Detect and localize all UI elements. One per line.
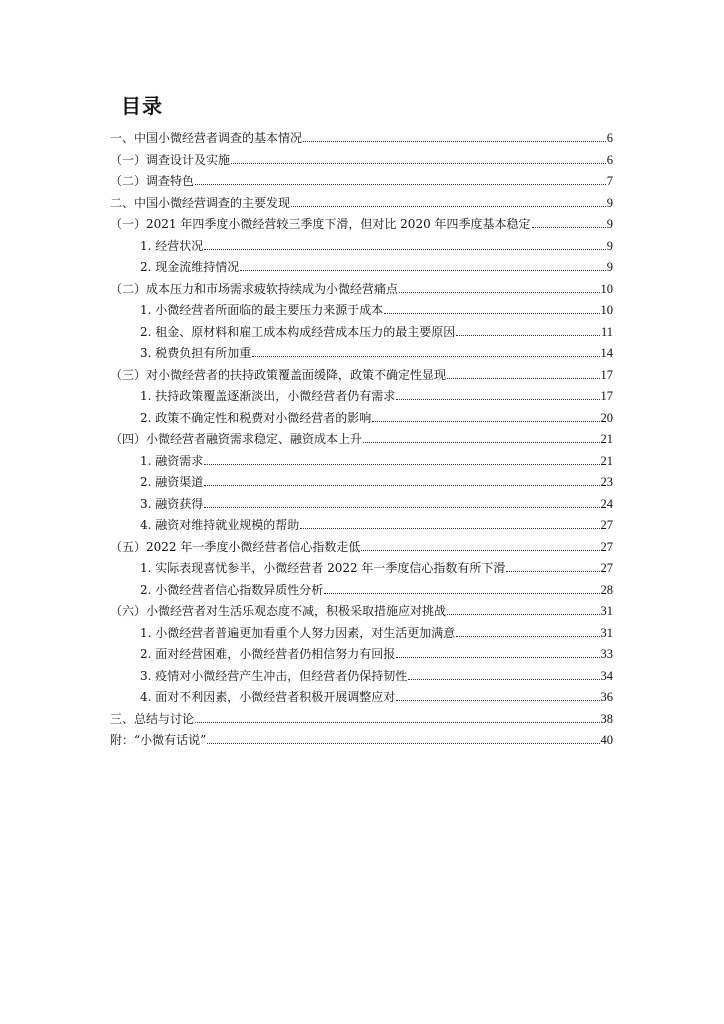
toc-entry[interactable] [110,730,613,748]
toc-page-number: 9 [606,195,613,210]
toc-dot-leader [396,657,599,658]
toc-entry[interactable] [140,257,613,275]
toc-entry-title: 2. 面对经营困难，小微经营者仍相信努力有回报 [140,647,396,661]
toc-entry[interactable] [110,601,613,619]
toc-page-number: 20 [600,410,613,425]
toc-entry-title: 二、中国小微经营调查的主要发现 [110,195,291,210]
toc-entry-title: 2. 融资渠道 [140,475,204,489]
toc-entry-title: 1. 扶持政策覆盖逐渐淡出，小微经营者仍有需求 [140,389,396,403]
toc-entry-title: （六）小微经营者对生活乐观态度不减，积极采取措施应对挑战 [110,604,447,618]
toc-dot-leader [291,206,606,207]
toc-page-number: 21 [600,432,613,446]
toc-entry-title: 1. 经营状况 [140,238,204,253]
toc-page-number: 17 [600,367,613,382]
toc-page-number: 36 [600,690,613,704]
toc-entry[interactable] [110,171,613,189]
toc-page-number: 17 [600,389,613,403]
toc-page-number: 31 [600,625,613,640]
toc-entry-title: 1. 小微经营者所面临的最主要压力来源于成本 [140,303,384,317]
toc-entry-title: （二）成本压力和市场需求疲软持续成为小微经营痛点 [110,281,399,296]
toc-entry[interactable] [140,580,613,598]
toc-dot-leader [195,722,599,723]
toc-dot-leader [447,614,599,615]
toc-page-number: 14 [600,346,613,360]
toc-entry-title: 附：“小微有话说” [110,733,207,747]
toc-page-number: 9 [606,238,613,253]
toc-entry[interactable] [140,386,613,404]
toc-entry[interactable] [110,429,613,447]
toc-dot-leader [324,593,599,594]
toc-entry[interactable] [110,193,613,211]
toc-dot-leader [456,636,599,637]
toc-entry-title: （二）调查特色 [110,174,195,188]
toc-dot-leader [408,679,599,680]
toc-page-number: 6 [606,131,613,145]
toc-page-number: 27 [600,539,613,554]
toc-entry[interactable] [140,666,613,684]
toc-dot-leader [207,743,599,744]
toc-dot-leader [204,249,605,250]
toc-entry-title: 2. 租金、原材料和雇工成本构成经营成本压力的最主要原因 [140,324,456,339]
toc-page-number: 34 [600,668,613,683]
toc-entry[interactable] [140,515,613,533]
toc-entry[interactable] [140,236,613,254]
toc-entry-title: （三）对小微经营者的扶持政策覆盖面缓降，政策不确定性显现 [110,367,447,382]
toc-dot-leader [204,485,599,486]
toc-entry-title: 一、中国小微经营者调查的基本情况 [110,131,303,145]
toc-dot-leader [372,421,599,422]
toc-dot-leader [361,550,599,551]
toc-page-number: 27 [600,518,613,532]
toc-entry[interactable] [110,279,613,297]
toc-dot-leader [384,313,599,314]
toc-entry[interactable] [140,687,613,705]
toc-entry-title: （一）调查设计及实施 [110,152,231,167]
toc-entry[interactable] [140,558,613,576]
toc-dot-leader [240,270,605,271]
toc-entry[interactable] [140,472,613,490]
toc-entry[interactable] [110,150,613,168]
toc-entry-title: 1. 实际表现喜忧参半，小微经营者 2022 年一季度信心指数有所下滑 [140,561,506,575]
toc-page-number: 23 [600,475,613,489]
toc-entry[interactable] [140,322,613,340]
toc-dot-leader [456,335,600,336]
toc-page-number: 6 [606,152,613,167]
toc-entry-title: 4. 融资对维持就业规模的帮助 [140,518,300,532]
toc-entry[interactable] [140,644,613,662]
toc-title: 目录 [121,94,163,118]
toc-dot-leader [396,700,599,701]
toc-entry[interactable] [140,494,613,512]
toc-entry[interactable] [140,300,613,318]
toc-page-number: 7 [606,174,613,188]
toc-entry-title: 3. 融资获得 [140,496,204,511]
toc-dot-leader [195,184,606,185]
toc-entry[interactable] [140,343,613,361]
toc-page-number: 28 [600,582,613,597]
toc-dot-leader [303,141,606,142]
toc-dot-leader [204,507,599,508]
toc-entry-title: 4. 面对不利因素，小微经营者积极开展调整应对 [140,690,396,704]
toc-page-number: 24 [600,496,613,511]
toc-page-number: 31 [600,604,613,618]
toc-entry-title: （一）2021 年四季度小微经营较三季度下滑，但对比 2020 年四季度基本稳定 [110,217,531,231]
toc-dot-leader [532,227,606,228]
toc-entry-title: 2. 小微经营者信心指数异质性分析 [140,582,324,597]
toc-entry[interactable] [110,128,613,146]
toc-dot-leader [231,163,606,164]
toc-dot-leader [252,356,599,357]
toc-dot-leader [204,464,599,465]
toc-page-number: 40 [600,733,613,747]
toc-entry-title: （四）小微经营者融资需求稳定、融资成本上升 [110,432,363,446]
toc-page-number: 11 [600,324,613,339]
toc-entry-title: （五）2022 年一季度小微经营者信心指数走低 [110,539,361,554]
toc-dot-leader [363,442,599,443]
toc-entry-title: 三、总结与讨论 [110,711,195,726]
toc-entry-title: 2. 现金流维持情况 [140,260,240,274]
toc-entry-title: 3. 税费负担有所加重 [140,346,252,360]
toc-entry[interactable] [110,365,613,383]
toc-page-number: 10 [600,281,613,296]
toc-entry[interactable] [140,451,613,469]
toc-dot-leader [506,571,599,572]
toc-entry[interactable] [110,537,613,555]
toc-dot-leader [399,292,599,293]
toc-dot-leader [300,528,599,529]
toc-page-number: 10 [600,303,613,317]
toc-dot-leader [396,399,599,400]
toc-page-number: 33 [600,647,613,661]
toc-entry-title: 3. 疫情对小微经营产生冲击，但经营者仍保持韧性 [140,668,408,683]
toc-entry[interactable] [140,623,613,641]
toc-page-number: 21 [600,453,613,468]
toc-entry-title: 1. 小微经营者普遍更加看重个人努力因素，对生活更加满意 [140,625,456,640]
toc-entry-title: 1. 融资需求 [140,453,204,468]
toc-page-number: 9 [606,260,613,274]
toc-entry[interactable] [110,709,613,727]
toc-entry[interactable] [140,408,613,426]
toc-page-number: 38 [600,711,613,726]
toc-page-number: 27 [600,561,613,575]
toc-entry-title: 2. 政策不确定性和税费对小微经营者的影响 [140,410,372,425]
toc-entry[interactable] [110,214,613,232]
toc-page-number: 9 [606,217,613,231]
toc-dot-leader [447,378,599,379]
